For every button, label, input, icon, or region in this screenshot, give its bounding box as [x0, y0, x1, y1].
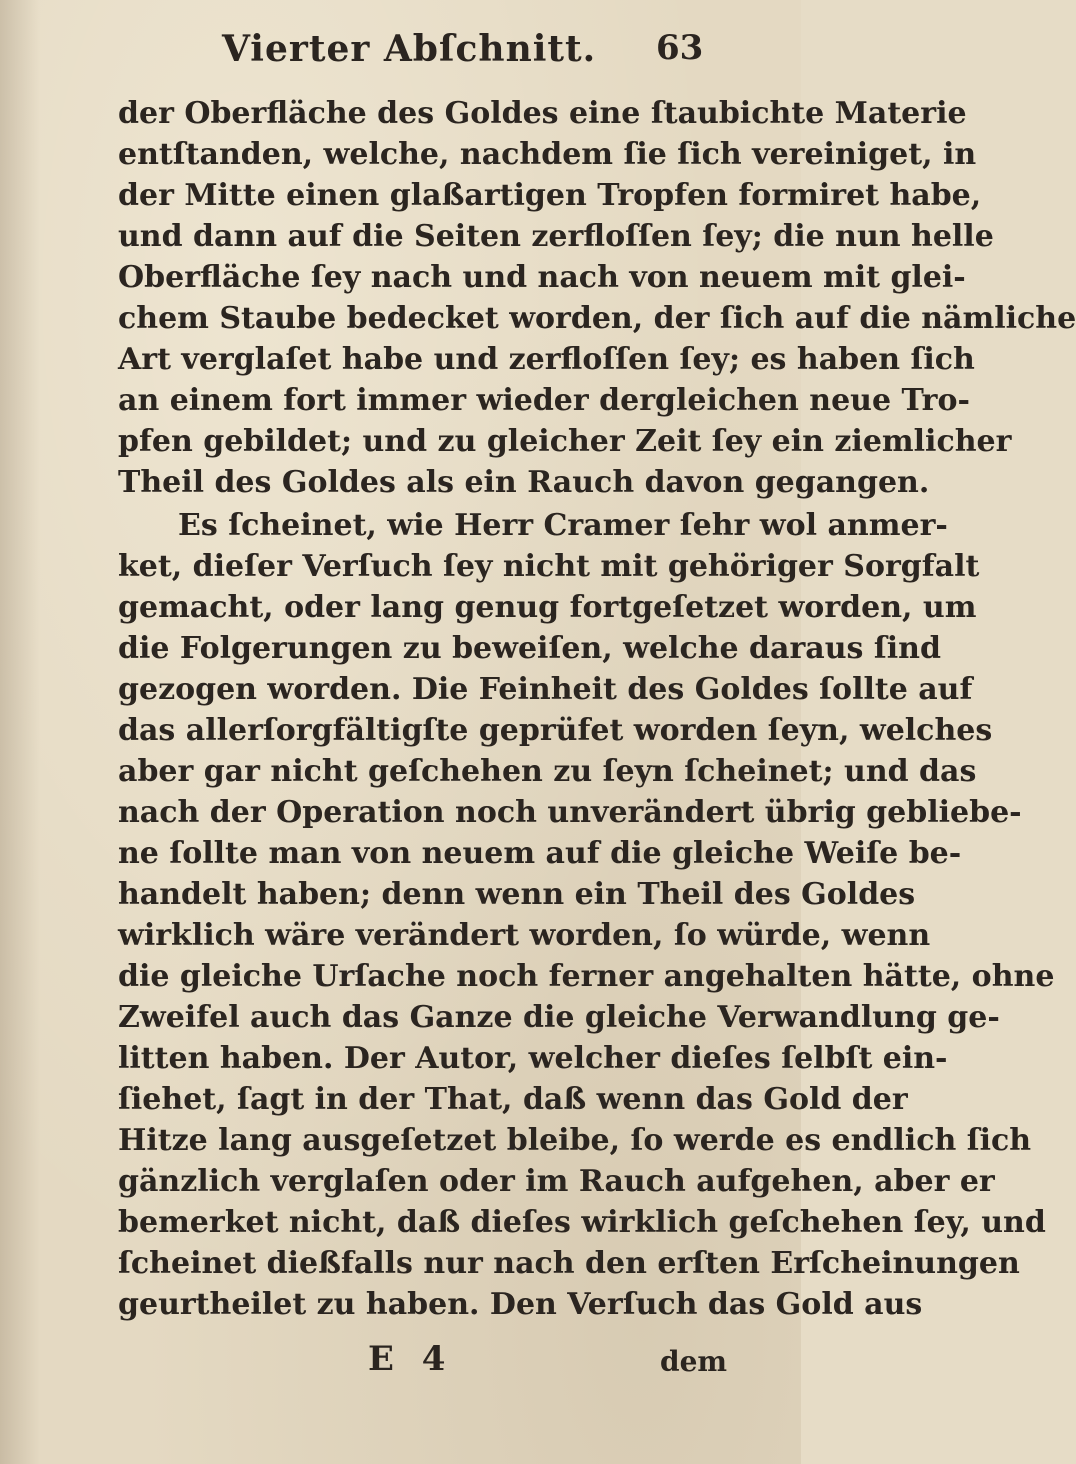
paragraph-start-line: Es ſcheinet, wie Herr Cramer ſehr wol anmer- — [178, 508, 948, 543]
text-line: gezogen worden. Die Feinheit des Goldes ſollte auf — [118, 672, 973, 707]
text-line: litten haben. Der Autor, welcher dieſes ſelbſt ein- — [118, 1041, 948, 1076]
text-line: Art verglaſet habe und zerfloſſen ſey; es haben ſich — [118, 342, 975, 377]
text-line: handelt haben; denn wenn ein Theil des Goldes — [118, 877, 916, 912]
text-line: bemerket nicht, daß dieſes wirklich geſchehen ſey, und — [118, 1205, 1046, 1240]
text-line: der Oberfläche des Goldes eine ſtaubichte Materie — [118, 96, 967, 131]
text-line: aber gar nicht geſchehen zu ſeyn ſcheinet; und das — [118, 754, 977, 789]
text-line: Theil des Goldes als ein Rauch davon gegangen. — [118, 465, 930, 500]
text-line: nach der Operation noch unverändert übrig gebliebe- — [118, 795, 1022, 830]
text-line: die gleiche Urſache noch ferner angehalten hätte, ohne — [118, 959, 1055, 994]
text-line: wirklich wäre verändert worden, ſo würde, wenn — [118, 918, 931, 953]
text-line: gemacht, oder lang genug fortgeſetzet worden, um — [118, 590, 977, 625]
page-number: 63 — [656, 28, 704, 68]
text-line: Hitze lang ausgeſetzet bleibe, ſo werde es endlich ſich — [118, 1123, 1032, 1158]
text-line: gänzlich verglaſen oder im Rauch aufgehen, aber er — [118, 1164, 995, 1199]
text-line: geurtheilet zu haben. Den Verſuch das Gold aus — [118, 1287, 923, 1322]
text-line: entſtanden, welche, nachdem ſie ſich vereiniget, in — [118, 137, 977, 172]
text-line: an einem fort immer wieder dergleichen neue Tro- — [118, 383, 970, 418]
text-line: die Folgerungen zu beweiſen, welche daraus ſind — [118, 631, 941, 666]
text-line: Oberfläche ſey nach und nach von neuem mit glei- — [118, 260, 966, 295]
text-line: der Mitte einen glaßartigen Tropfen formiret habe, — [118, 178, 982, 213]
signature-mark: E 4 — [368, 1339, 454, 1379]
gutter-shadow — [0, 0, 40, 1464]
text-line: ſiehet, ſagt in der That, daß wenn das Gold der — [118, 1082, 908, 1117]
text-line: ſcheinet dießfalls nur nach den erſten Erſcheinungen — [118, 1246, 1020, 1281]
text-line: pfen gebildet; und zu gleicher Zeit ſey ein ziemlicher — [118, 424, 1012, 459]
text-line: ne ſollte man von neuem auf die gleiche Weiſe be- — [118, 836, 962, 871]
text-line: und dann auf die Seiten zerfloſſen ſey; die nun helle — [118, 219, 994, 254]
text-line: Zweifel auch das Ganze die gleiche Verwandlung ge- — [118, 1000, 1000, 1035]
text-line: ket, dieſer Verſuch ſey nicht mit gehöriger Sorgfalt — [118, 549, 980, 584]
running-head — [0, 28, 801, 78]
running-title: Vierter Abſchnitt. — [222, 28, 597, 70]
text-line: das allerſorgfältigſte geprüfet worden ſeyn, welches — [118, 713, 993, 748]
page-footer — [0, 1339, 801, 1383]
text-line: chem Staube bedecket worden, der ſich auf die nämliche — [118, 301, 1076, 336]
catchword: dem — [660, 1345, 728, 1378]
